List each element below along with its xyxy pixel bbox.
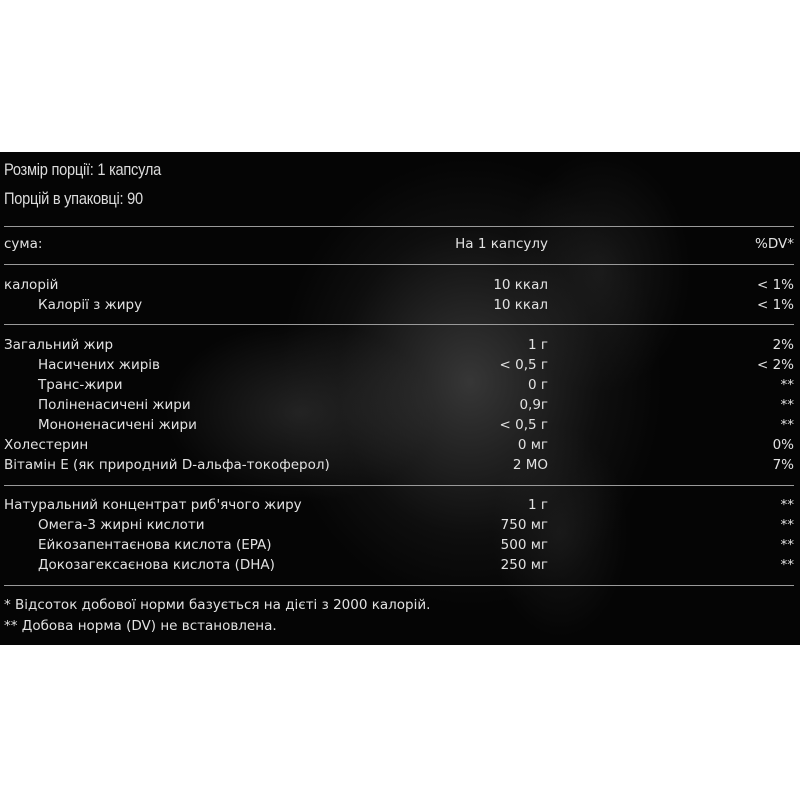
table-row bbox=[0, 395, 800, 415]
nutrient-amount: < 0,5 г bbox=[499, 357, 548, 373]
nutrient-amount: 750 мг bbox=[500, 517, 548, 533]
nutrient-name: калорій bbox=[4, 277, 59, 293]
nutrient-amount: 500 мг bbox=[500, 537, 548, 553]
table-row bbox=[0, 515, 800, 535]
table-row bbox=[0, 415, 800, 435]
nutrient-name: Вітамін E (як природний D-альфа-токоферол) bbox=[4, 457, 330, 473]
nutrient-dv: < 1% bbox=[756, 297, 794, 313]
nutrient-name: Поліненасичені жири bbox=[38, 397, 191, 413]
nutrient-dv: ** bbox=[780, 397, 794, 413]
table-row bbox=[0, 295, 800, 315]
nutrient-name: Мононенасичені жири bbox=[38, 417, 197, 433]
nutrient-amount: < 0,5 г bbox=[499, 417, 548, 433]
table-row bbox=[0, 535, 800, 555]
table-row bbox=[0, 335, 800, 355]
nutrient-amount: 0 мг bbox=[517, 437, 548, 453]
divider bbox=[4, 585, 794, 586]
nutrient-dv: ** bbox=[780, 377, 794, 393]
table-row bbox=[0, 495, 800, 515]
table-row bbox=[0, 355, 800, 375]
nutrient-name: Калорії з жиру bbox=[38, 297, 143, 313]
footnote-not-established: ** Добова норма (DV) не встановлена. bbox=[4, 618, 277, 634]
nutrient-amount: 0 г bbox=[528, 377, 548, 393]
nutrient-amount: 10 ккал bbox=[493, 277, 548, 293]
divider bbox=[4, 226, 794, 227]
nutrient-amount: 2 МО bbox=[512, 457, 548, 473]
nutrient-name: Омега-3 жирні кислоти bbox=[38, 517, 205, 533]
nutrient-name: Насичених жирів bbox=[38, 357, 160, 373]
header-dv: %DV* bbox=[755, 236, 794, 252]
table-row bbox=[0, 455, 800, 475]
nutrient-dv: ** bbox=[780, 537, 794, 553]
header-amount: На 1 капсулу bbox=[455, 236, 548, 252]
table-header bbox=[0, 234, 800, 254]
table-row bbox=[0, 555, 800, 575]
nutrient-name: Ейкозапентаєнова кислота (EPA) bbox=[38, 537, 272, 553]
serving-size: Розмір порції: 1 капсула bbox=[4, 160, 161, 179]
nutrient-dv: < 2% bbox=[756, 357, 794, 373]
nutrient-amount: 10 ккал bbox=[493, 297, 548, 313]
nutrient-name: Транс-жири bbox=[38, 377, 123, 393]
header-label: сума: bbox=[4, 236, 43, 252]
nutrient-dv: < 1% bbox=[756, 277, 794, 293]
nutrient-name: Холестерин bbox=[4, 437, 89, 453]
footnote-dv: * Відсоток добової норми базується на дієті з 2000 калорій. bbox=[4, 597, 431, 613]
table-row bbox=[0, 375, 800, 395]
divider bbox=[4, 324, 794, 325]
nutrient-name: Натуральний концентрат риб'ячого жиру bbox=[4, 497, 302, 513]
nutrient-amount: 0,9г bbox=[519, 397, 548, 413]
nutrient-dv: 2% bbox=[772, 337, 794, 353]
nutrient-name: Загальний жир bbox=[4, 337, 114, 353]
nutrient-name: Докозагексаєнова кислота (DHA) bbox=[38, 557, 275, 573]
nutrient-dv: ** bbox=[780, 417, 794, 433]
divider bbox=[4, 485, 794, 486]
supplement-facts-panel bbox=[0, 152, 800, 645]
table-row bbox=[0, 435, 800, 455]
nutrient-dv: ** bbox=[780, 517, 794, 533]
nutrient-amount: 1 г bbox=[528, 337, 548, 353]
table-row bbox=[0, 275, 800, 295]
servings-per-container: Порцій в упаковці: 90 bbox=[4, 189, 143, 208]
nutrient-dv: ** bbox=[780, 557, 794, 573]
nutrient-dv: 0% bbox=[772, 437, 794, 453]
divider bbox=[4, 264, 794, 265]
nutrient-dv: ** bbox=[780, 497, 794, 513]
nutrient-amount: 250 мг bbox=[500, 557, 548, 573]
nutrient-amount: 1 г bbox=[528, 497, 548, 513]
nutrient-dv: 7% bbox=[772, 457, 794, 473]
